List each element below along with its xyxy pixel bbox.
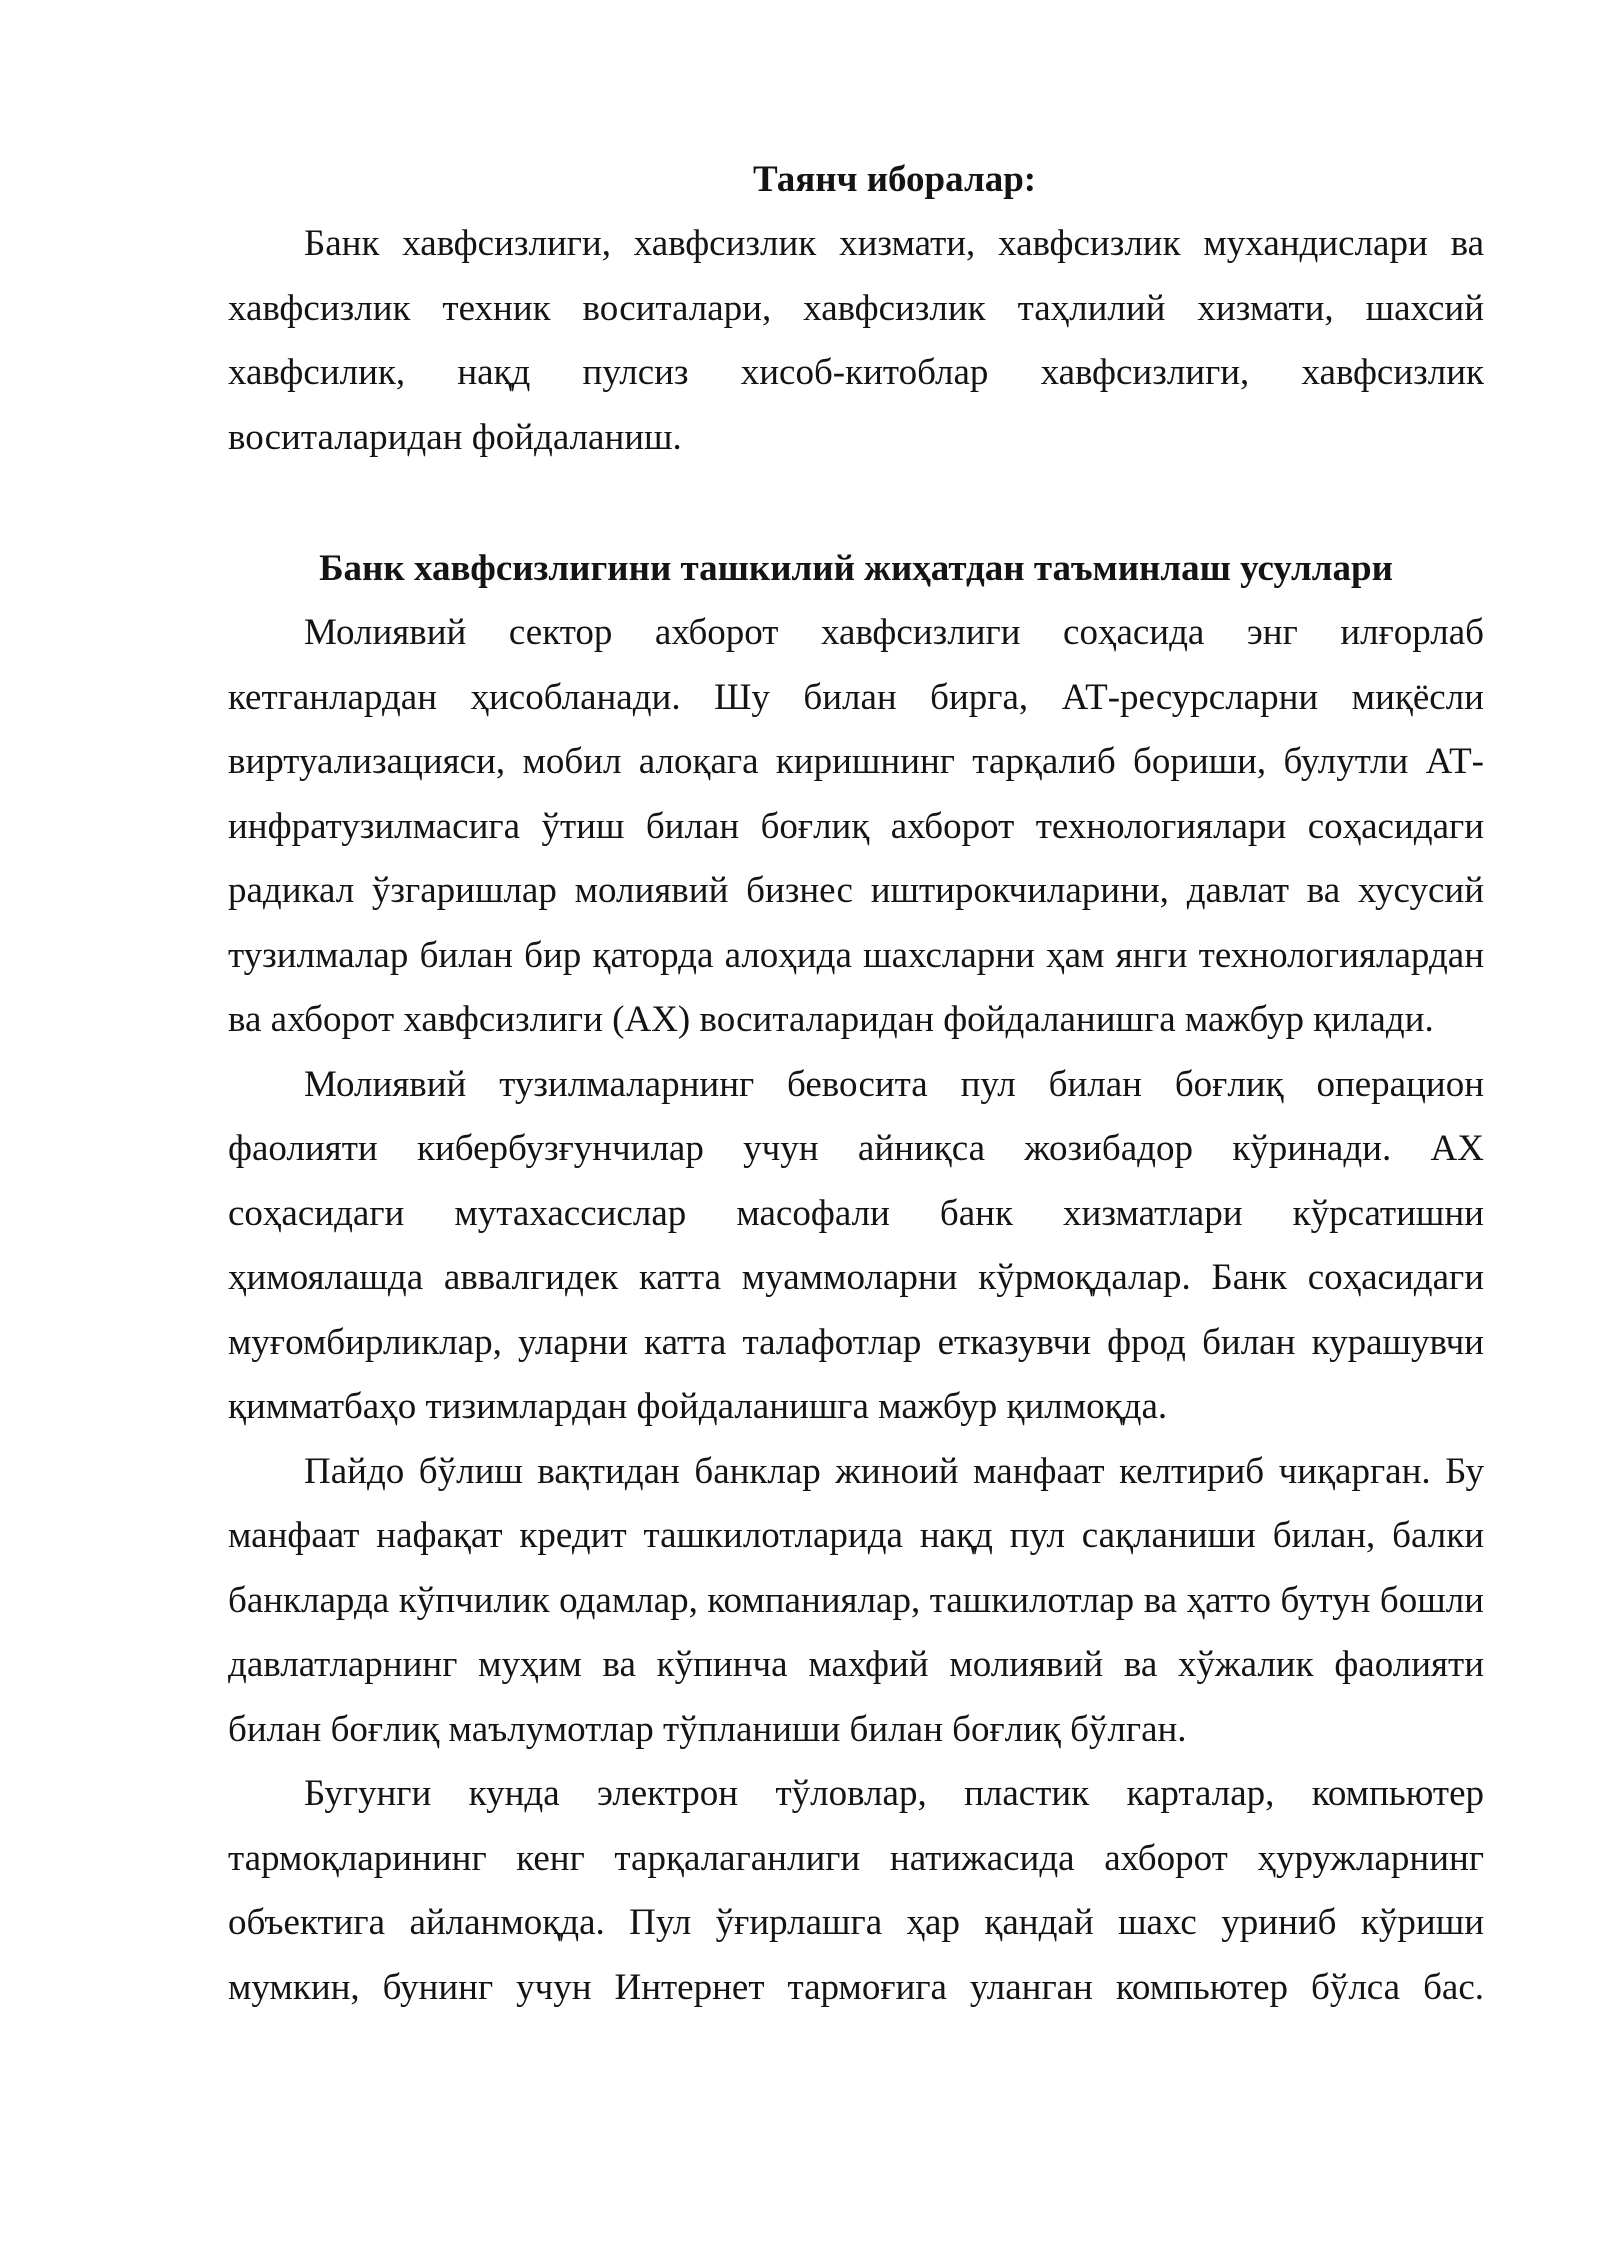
section-spacer [228,470,1484,537]
body-paragraph: Бугунги кунда электрон тўловлар, пластик карталар, компьютер тармоқларининг кенг тарқалаганлиги натижасида ахборот ҳуружларнинг объектига айланмоқда. Пул ўғирлашга ҳар қандай шахс уриниб кўриши мумкин, бунинг учун Интернет тармоғига уланган компьютер бўлса бас. [228,1773,1484,2008]
keywords-heading: Таянч иборалар: [753,159,1037,200]
page-content [228,148,1484,2020]
keywords-paragraph: Банк хавфсизлиги, хавфсизлик хизмати, хавфсизлик мухандислари ва хавфсизлик техник воситалари, хавфсизлик таҳлилий хизмати, шахсий хавфсилик, нақд пулсиз хисоб-китоблар хавфсизлиги, хавфсизлик воситаларидан фойдаланиш. [228,223,1484,458]
body-paragraph: Молиявий сектор ахборот хавфсизлиги соҳасида энг илғорлаб кетганлардан ҳисобланади. Шу билан бирга, АТ-ресурсларни миқёсли виртуализацияси, мобил алоқага киришнинг тарқалиб бориши, булутли АТ-инфратузилмасига ўтиш билан боғлиқ ахборот технологиялари соҳасидаги радикал ўзгаришлар молиявий бизнес иштирокчиларини, давлат ва хусусий тузилмалар билан бир қаторда алоҳида шахсларни ҳам янги технологиялардан ва ахборот хавфсизлиги (АХ) воситаларидан фойдаланишга мажбур қилади. [228,612,1484,1040]
body-paragraph: Пайдо бўлиш вақтидан банклар жиноий манфаат келтириб чиқарган. Бу манфаат нафақат кредит ташкилотларида нақд пул сақланиши билан, балки банкларда кўпчилик одамлар, компаниялар, ташкилотлар ва ҳатто бутун бошли давлатларнинг муҳим ва кўпинча махфий молиявий ва хўжалик фаолияти билан боғлиқ маълумотлар тўпланиши билан боғлиқ бўлган. [228,1450,1484,1750]
section-heading: Банк хавфсизлигини ташкилий жиҳатдан таъминлаш усуллари [319,548,1393,589]
body-paragraph: Молиявий тузилмаларнинг бевосита пул билан боғлиқ операцион фаолияти кибербузғунчилар учун айниқса жозибадор кўринади. АХ соҳасидаги мутахассислар масофали банк хизматлари кўрсатишни ҳимоялашда аввалгидек катта муаммоларни кўрмоқдалар. Банк соҳасидаги муғомбирликлар, уларни катта талафотлар етказувчи фрод билан курашувчи қимматбаҳо тизимлардан фойдаланишга мажбур қилмоқда. [228,1063,1484,1427]
